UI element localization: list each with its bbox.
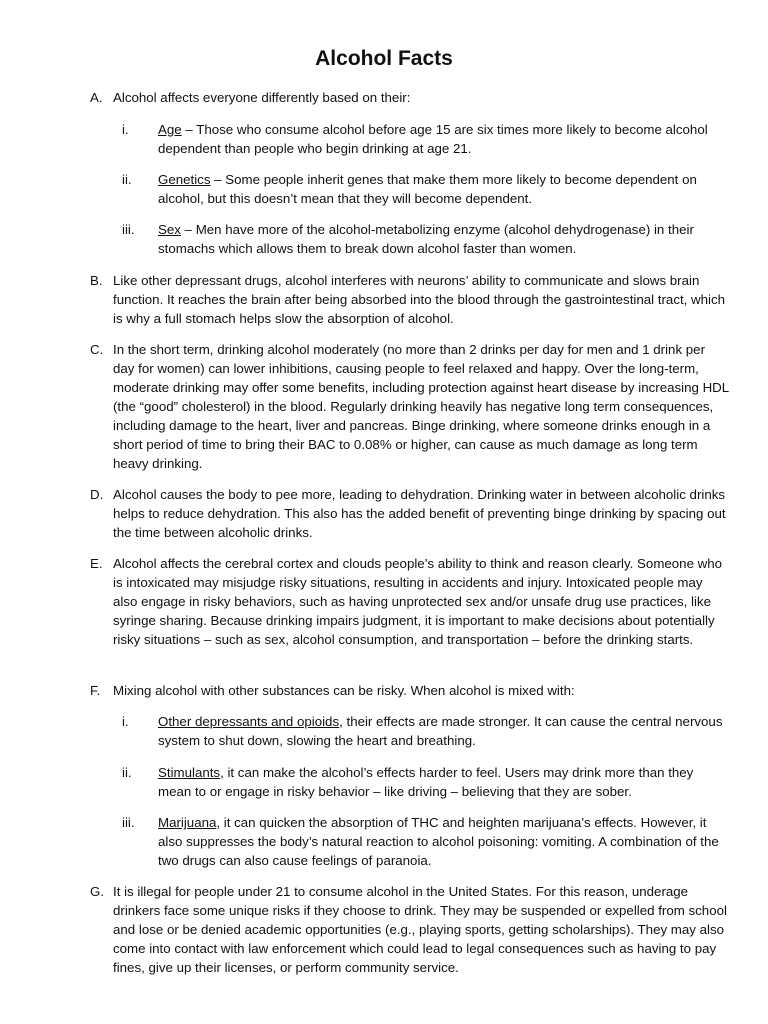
list-item-a	[90, 88, 730, 107]
list-item-e	[90, 554, 730, 649]
sub-item-rest: – Those who consume alcohol before age 15 are six times more likely to become alcohol dependent than people who begin drinking at age 21.	[158, 122, 708, 156]
sub-item-rest: – Some people inherit genes that make them more likely to become dependent on alcohol, but this doesn’t mean that they will become dependent.	[158, 172, 697, 206]
sub-item-text	[158, 813, 728, 870]
sub-item-text	[158, 120, 728, 158]
list-item-g	[90, 882, 730, 977]
list-marker: E.	[90, 556, 103, 571]
sub-item-sex	[122, 220, 728, 258]
sub-marker: iii.	[122, 815, 135, 830]
list-item-text: Alcohol affects the cerebral cortex and clouds people’s ability to think and reason clearly. Someone who is intoxicated may misjudge risky situations, resulting in accidents and injury. Intoxicated people may also engage in risky behaviors, such as having unprotected sex and/or unsafe drug use practices, like syringe sharing. Because drinking impairs judgment, it is important to make decisions about potentially risky situations – such as sex, alcohol consumption, and transportation – before the drinking starts.	[113, 556, 723, 647]
list-marker: F.	[90, 683, 101, 698]
sub-marker: ii.	[122, 172, 132, 187]
sub-marker: i.	[122, 714, 129, 729]
list-marker: D.	[90, 487, 104, 502]
list-item-text: Alcohol affects everyone differently based on their:	[113, 90, 411, 105]
sub-marker: ii.	[122, 765, 132, 780]
list-marker: B.	[90, 273, 103, 288]
sub-item-rest: – Men have more of the alcohol-metabolizing enzyme (alcohol dehydrogenase) in their stomachs which allows them to break down alcohol faster than women.	[158, 222, 694, 256]
term-marijuana: Marijuana	[158, 815, 217, 830]
sub-item-depressants	[122, 712, 728, 750]
term-sex: Sex	[158, 222, 181, 237]
sub-item-stimulants	[122, 763, 728, 801]
term-stimulants: Stimulants	[158, 765, 221, 780]
list-item-c	[90, 340, 730, 473]
sub-item-text	[158, 763, 728, 801]
list-item-text: It is illegal for people under 21 to consume alcohol in the United States. For this reason, underage drinkers face some unique risks if they choose to drink. They may be suspended or expelled from school and lose or be denied academic opportunities (e.g., playing sports, getting scholarships). They may also come into contact with law enforcement which could lead to legal consequences such as having to pay fines, give up their licenses, or perform community service.	[113, 884, 727, 975]
list-marker: C.	[90, 342, 104, 357]
sub-item-age	[122, 120, 728, 158]
sub-item-marijuana	[122, 813, 728, 870]
sub-item-text	[158, 170, 728, 208]
sub-item-text	[158, 712, 728, 750]
sub-marker: i.	[122, 122, 129, 137]
list-item-f	[90, 681, 730, 700]
sub-item-rest: , it can quicken the absorption of THC and heighten marijuana’s effects. However, it also suppresses the body’s natural reaction to alcohol poisoning: vomiting. A combination of the two drugs can also cause feelings of paranoia.	[158, 815, 719, 868]
list-item-d	[90, 485, 730, 542]
sub-item-rest: , it can make the alcohol’s effects harder to feel. Users may drink more than they mean to or engage in risky behavior – like driving – believing that they are sober.	[158, 765, 694, 799]
list-marker: A.	[90, 90, 103, 105]
sub-marker: iii.	[122, 222, 135, 237]
list-item-text: In the short term, drinking alcohol moderately (no more than 2 drinks per day for men and 1 drink per day for women) can lower inhibitions, causing people to feel relaxed and happy. Over the long-term, moderate drinking may offer some benefits, including protection against heart disease by increasing HDL (the “good” cholesterol) in the blood. Regularly drinking heavily has negative long term consequences, including damage to the heart, liver and pancreas. Binge drinking, where someone drinks enough in a short period of time to bring their BAC to 0.08% or higher, can cause as much damage as long term heavy drinking.	[113, 342, 729, 471]
list-item-b	[90, 271, 730, 328]
sub-item-genetics	[122, 170, 728, 208]
page-title: Alcohol Facts	[315, 47, 453, 70]
sub-item-text	[158, 220, 728, 258]
list-item-text: Alcohol causes the body to pee more, leading to dehydration. Drinking water in between alcoholic drinks helps to reduce dehydration. This also has the added benefit of preventing binge drinking by spacing out the time between alcoholic drinks.	[113, 487, 726, 540]
term-genetics: Genetics	[158, 172, 211, 187]
list-item-text: Like other depressant drugs, alcohol interferes with neurons’ ability to communicate and slows brain function. It reaches the brain after being absorbed into the blood through the gastrointestinal tract, which is why a full stomach helps slow the absorption of alcohol.	[113, 273, 726, 326]
sub-item-rest: , their effects are made stronger. It can cause the central nervous system to shut down, slowing the heart and breathing.	[158, 714, 723, 748]
list-marker: G.	[90, 884, 105, 899]
term-age: Age	[158, 122, 182, 137]
list-item-text: Mixing alcohol with other substances can be risky. When alcohol is mixed with:	[113, 683, 575, 698]
term-depressants: Other depressants and opioids	[158, 714, 340, 729]
